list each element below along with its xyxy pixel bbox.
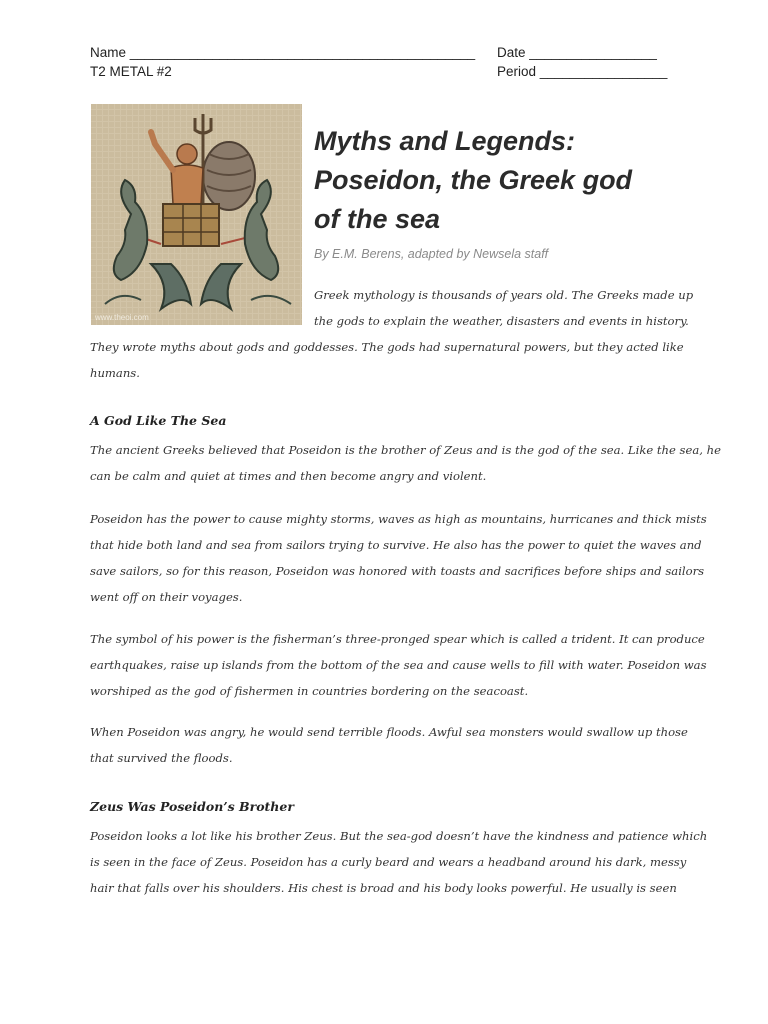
paragraph (90, 437, 721, 489)
intro-line: the gods to explain the weather, disasters and events in history. (314, 314, 689, 328)
class-label: T2 METAL #2 (90, 64, 172, 79)
article-title (314, 122, 734, 239)
paragraph-line: that hide both land and sea from sailors trying to survive. He also has the power to quiet the waves and (90, 538, 702, 552)
date-field-label: Date _________________ (497, 45, 657, 60)
paragraph-line: worshiped as the god of fishermen in countries bordering on the seacoast. (90, 684, 529, 698)
image-watermark: www.theoi.com (95, 313, 149, 322)
intro-line: humans. (90, 366, 140, 380)
paragraph-line: The ancient Greeks believed that Poseidon is the brother of Zeus and is the god of the sea. Like the sea, he (90, 443, 721, 457)
period-field-label: Period _________________ (497, 64, 668, 79)
section-heading-zeus-brother: Zeus Was Poseidon’s Brother (90, 799, 294, 814)
paragraph-line: save sailors, so for this reason, Poseidon was honored with toasts and sacrifices before ships and sailors (90, 564, 705, 578)
paragraph-line: earthquakes, raise up islands from the bottom of the sea and cause wells to fill with water. Poseidon was (90, 658, 707, 672)
title-line-2: Poseidon, the Greek god (314, 165, 633, 195)
paragraph-line: that survived the floods. (90, 751, 233, 765)
intro-line: They wrote myths about gods and goddesses. The gods had supernatural powers, but they acted like (90, 340, 684, 354)
title-line-1: Myths and Legends: (314, 126, 576, 156)
intro-paragraph (90, 282, 694, 386)
paragraph-line: is seen in the face of Zeus. Poseidon has a curly beard and wears a headband around his dark, messy (90, 855, 687, 869)
paragraph (90, 506, 707, 610)
paragraph-line: Poseidon looks a lot like his brother Zeus. But the sea-god doesn’t have the kindness and patience which (90, 829, 708, 843)
title-line-3: of the sea (314, 204, 441, 234)
paragraph-line: The symbol of his power is the fisherman’s three-pronged spear which is called a trident. It can produce (90, 632, 705, 646)
paragraph-line: Poseidon has the power to cause mighty storms, waves as high as mountains, hurricanes and thick mists (90, 512, 707, 526)
paragraph (90, 719, 690, 771)
section-heading-god-like-sea: A God Like The Sea (90, 413, 227, 428)
byline: By E.M. Berens, adapted by Newsela staff (314, 247, 549, 261)
paragraph-line: hair that falls over his shoulders. His chest is broad and his body looks powerful. He usually is seen (90, 881, 677, 895)
paragraph-line: went off on their voyages. (90, 590, 243, 604)
paragraph (90, 626, 707, 704)
paragraph-line: When Poseidon was angry, he would send terrible floods. Awful sea monsters would swallow up those (90, 725, 688, 739)
paragraph-line: can be calm and quiet at times and then become angry and violent. (90, 469, 487, 483)
intro-line: Greek mythology is thousands of years old. The Greeks made up (314, 288, 694, 302)
paragraph (90, 823, 708, 901)
name-field-label: Name ______________________________________________ (90, 45, 476, 60)
